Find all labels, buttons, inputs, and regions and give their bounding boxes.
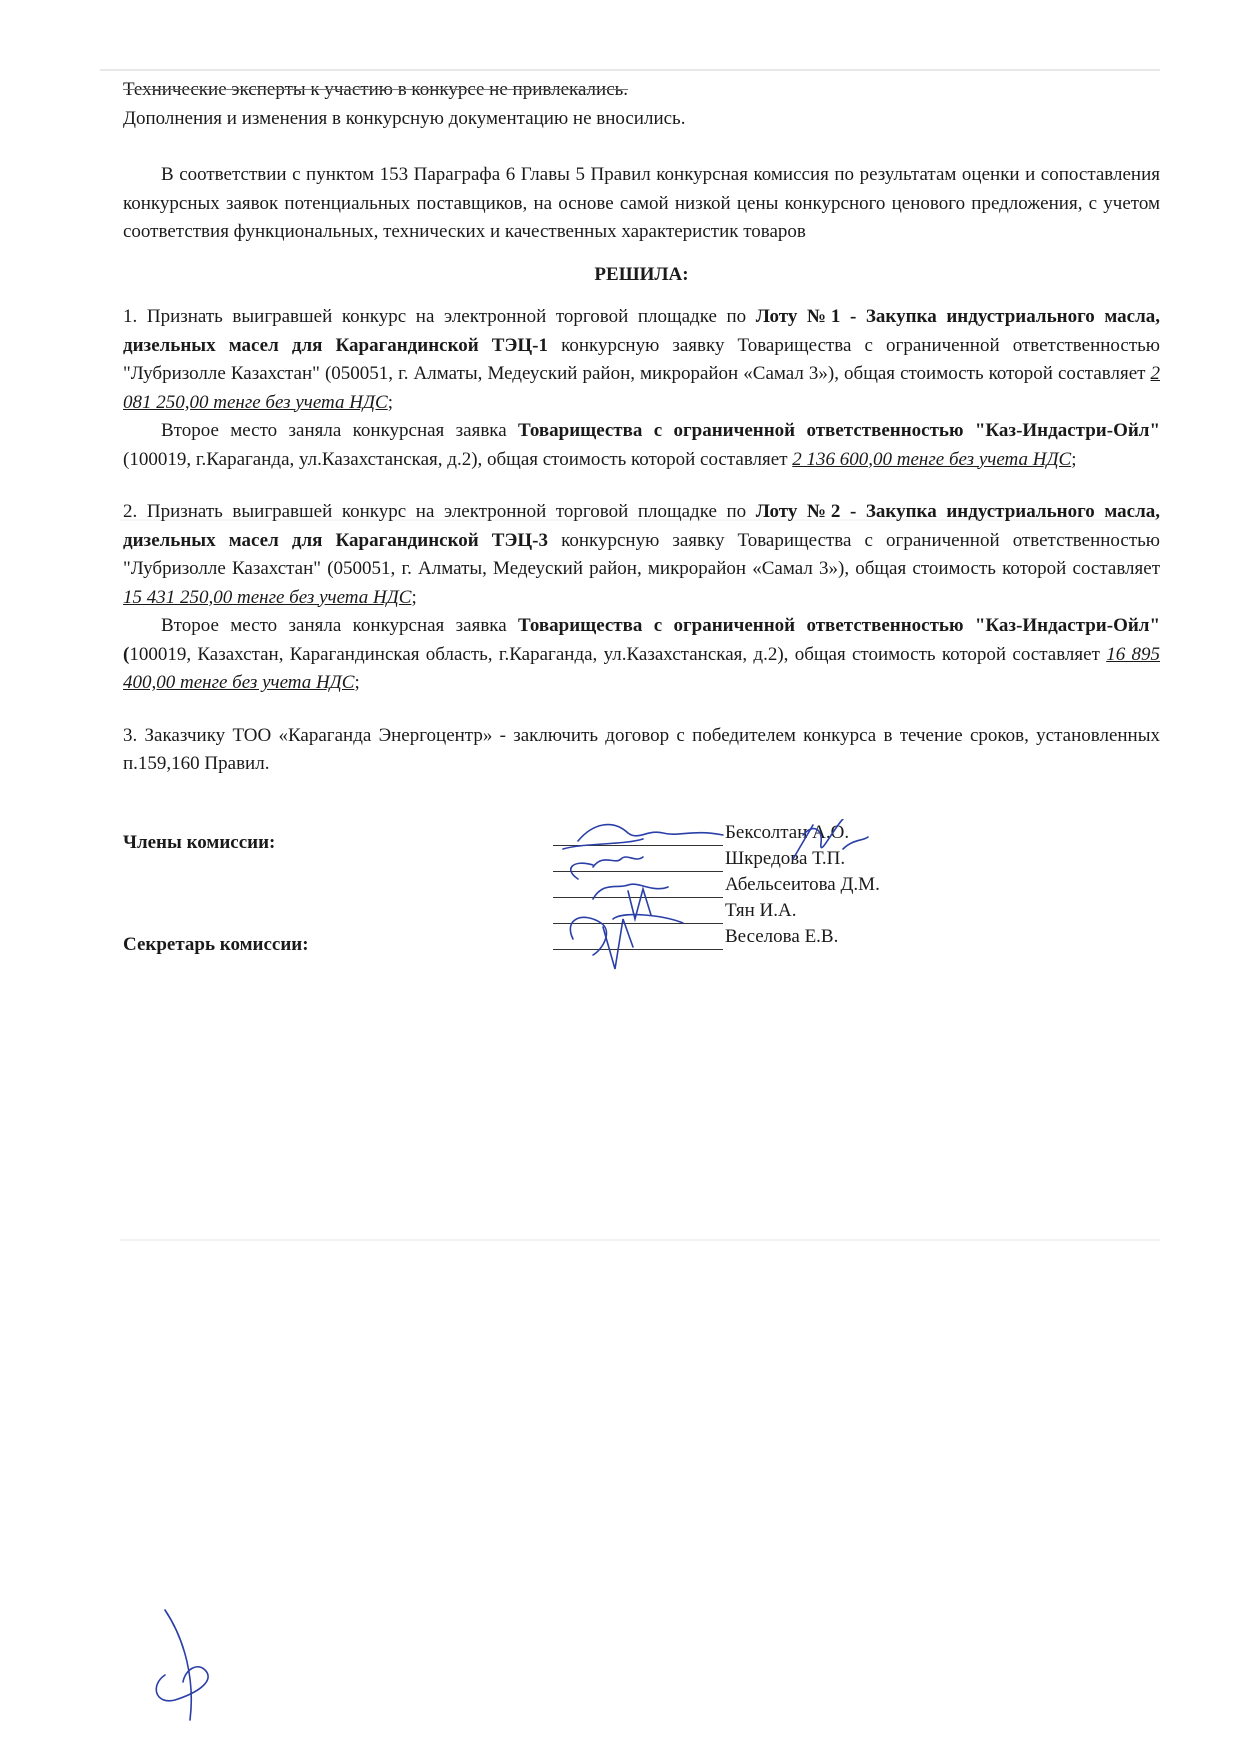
item-2-paragraph: 2. Признать выигравшей конкурс на электронной торговой площадке по Лоту №2 - Закупка индустриального масла, дизельных масел для Карагандинской ТЭЦ-3 конкурсную заявку Товарищества с ограниченной ответственностью "Лубризолле Казахстан" (050051, г. Алматы, Медеуский район, микрорайон «Самал 3»), общая стоимость которой составляет 15 431 250,00 тенге без учета НДС; [123, 501, 1161, 608]
member-name-2: Шкредова Т.П. [725, 847, 846, 869]
signature-line-5 [553, 949, 723, 950]
experts-line: Технические эксперты к участию в конкурсе не привлекались. [123, 79, 629, 100]
signature-block [123, 819, 1160, 969]
item-2-second-place: Второе место заняла конкурсная заявка Товарищества с ограниченной ответственностью "Каз-Индастри-Ойл" (100019, Казахстан, Карагандинская область, г.Караганда, ул.Казахстанская, д.2), общая стоимость которой составляет 16 895 400,00 тенге без учета НДС; [123, 615, 1161, 693]
lot-1-second-company: Товарищества с ограниченной ответственностью "Каз-Индастри-Ойл" [518, 420, 1161, 441]
secretary-label: Секретарь комиссии: [123, 933, 309, 955]
lot-1-second-amount: 2 136 600,00 тенге без учета НДС [792, 448, 1072, 470]
lot-2-second-amount: 16 895 400,00 тенге без учета НДС [123, 643, 1160, 693]
member-name-3: Абельсеитова Д.М. [725, 873, 880, 895]
members-label: Члены комиссии: [123, 831, 276, 853]
document-body [123, 76, 1160, 969]
signature-line-2 [553, 871, 723, 872]
lot-1-winner-amount: 2 081 250,00 тенге без учета НДС [123, 363, 1160, 413]
lot-2-second-company: Товарищества с ограниченной ответственностью "Каз-Индастри-Ойл" ( [123, 615, 1161, 665]
lot-2-title: Лоту №2 - Закупка индустриального масла, дизельных масел для Карагандинской ТЭЦ-3 [123, 501, 1160, 551]
signature-line-3 [553, 897, 723, 898]
initials-mark [145, 1600, 265, 1730]
member-name-4: Тян И.А. [725, 899, 797, 921]
lot-2-winner-amount: 15 431 250,00 тенге без учета НДС [123, 586, 412, 608]
item-1-paragraph: 1. Признать выигравшей конкурс на электронной торговой площадке по Лоту №1 - Закупка индустриального масла, дизельных масел для Карагандинской ТЭЦ-1 конкурсную заявку Товарищества с ограниченной ответственностью "Лубризолле Казахстан" (050051, г. Алматы, Медеуский район, микрорайон «Самал 3»), общая стоимость которой составляет 2 081 250,00 тенге без учета НДС; [123, 306, 1161, 413]
signature-line-4 [553, 923, 723, 924]
decision-heading: РЕШИЛА: [594, 263, 689, 285]
intro-paragraph: В соответствии с пунктом 153 Параграфа 6 Главы 5 Правил конкурсная комиссия по результатам оценки и сопоставления конкурсных заявок потенциальных поставщиков, на основе самой низкой цены конкурсного ценового предложения, с учетом соответствия функциональных, технических и качественных характеристик товаров [123, 164, 1160, 242]
item-1-second-place: Второе место заняла конкурсная заявка Товарищества с ограниченной ответственностью "Каз-Индастри-Ойл" (100019, г.Караганда, ул.Казахстанская, д.2), общая стоимость которой составляет 2 136 600,00 тенге без учета НДС; [123, 420, 1161, 470]
item-3-paragraph: 3. Заказчику ТОО «Караганда Энергоцентр» - заключить договор с победителем конкурса в течение сроков, установленных п.159,160 Правил. [123, 724, 1160, 774]
member-name-1: Бексолтан А.О. [725, 821, 850, 843]
lot-1-title: Лоту №1 - Закупка индустриального масла, дизельных масел для Карагандинской ТЭЦ-1 [123, 306, 1160, 356]
secretary-name: Веселова Е.В. [725, 925, 839, 947]
signature-line-1 [553, 845, 723, 846]
amendments-line: Дополнения и изменения в конкурсную документацию не вносились. [123, 107, 686, 129]
